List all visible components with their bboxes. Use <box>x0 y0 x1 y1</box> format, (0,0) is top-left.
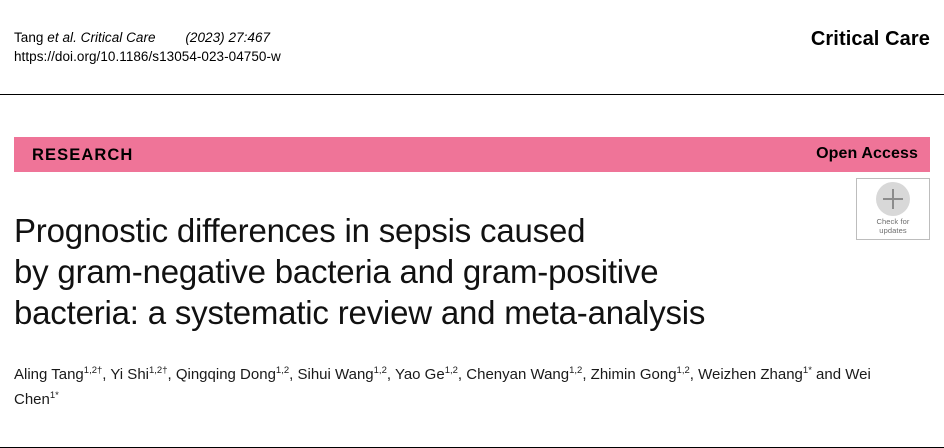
citation-author: Tang <box>14 30 44 45</box>
author-affiliation-marker: 1,2† <box>83 365 103 376</box>
header-divider <box>0 94 944 95</box>
author-list: Aling Tang$^{1,2\dagger}$, Yi Shi$^{1,2\dagger}$, Qingqing Dong$^{1,2}$, Sihui Wang$^{1,2}$, Yao Ge$^{1,2}$, Chenyan Wang$^{1,2}$, Zhimin Gong$^{1,2}$, Weizhen Zhang$^{1*}$ and Wei Chen$^{1*}$ <box>14 365 871 408</box>
author-name: Yao Ge$^{1,2}$ <box>394 365 458 383</box>
author-affiliation-marker: 1,2† <box>149 365 168 376</box>
author-affiliation-marker: 1,2 <box>373 365 387 376</box>
author-name: Weizhen Zhang$^{1*}$ <box>698 365 812 383</box>
author-affiliation-marker: 1* <box>49 390 59 401</box>
author-affiliation-marker: 1* <box>802 365 812 376</box>
author-name: Wei Chen$^{1*}$ <box>14 366 871 408</box>
author-name: Zhimin Gong$^{1,2}$ <box>590 365 690 383</box>
open-access-label: Open Access <box>816 145 918 162</box>
author-affiliation-marker: 1,2 <box>444 365 458 376</box>
page-title <box>14 210 870 333</box>
author-name: Qingqing Dong$^{1,2}$ <box>175 365 290 383</box>
crossmark-update-icon <box>876 182 910 216</box>
title-line-3: bacteria: a systematic review and meta-analysis <box>14 294 706 332</box>
author-affiliation-marker: 1,2 <box>676 365 690 376</box>
author-affiliation-marker: 1,2 <box>569 365 583 376</box>
doi-link[interactable]: https://doi.org/10.1186/s13054-023-04750-w <box>14 49 281 64</box>
citation-block <box>14 28 281 66</box>
article-type-label: RESEARCH <box>32 146 134 164</box>
citation-journal: et al. Critical Care <box>47 30 156 45</box>
author-name: Sihui Wang$^{1,2}$ <box>297 365 387 383</box>
journal-name: Critical Care <box>810 28 930 50</box>
author-name: Aling Tang$^{1,2\dagger}$ <box>14 365 103 383</box>
author-affiliation-marker: 1,2 <box>275 365 290 376</box>
title-line-2: by gram-negative bacteria and gram-positive <box>14 253 659 291</box>
article-type-banner <box>14 137 930 172</box>
author-name: Yi Shi$^{1,2\dagger}$ <box>110 365 168 383</box>
citation-line <box>14 28 281 47</box>
title-line-1: Prognostic differences in sepsis caused <box>14 212 586 250</box>
page-header <box>14 28 930 72</box>
crossmark-line1: Check for <box>876 217 910 226</box>
crossmark-line2: updates <box>879 226 907 235</box>
author-name: Chenyan Wang$^{1,2}$ <box>466 365 583 383</box>
citation-volume: (2023) 27:467 <box>185 30 271 45</box>
